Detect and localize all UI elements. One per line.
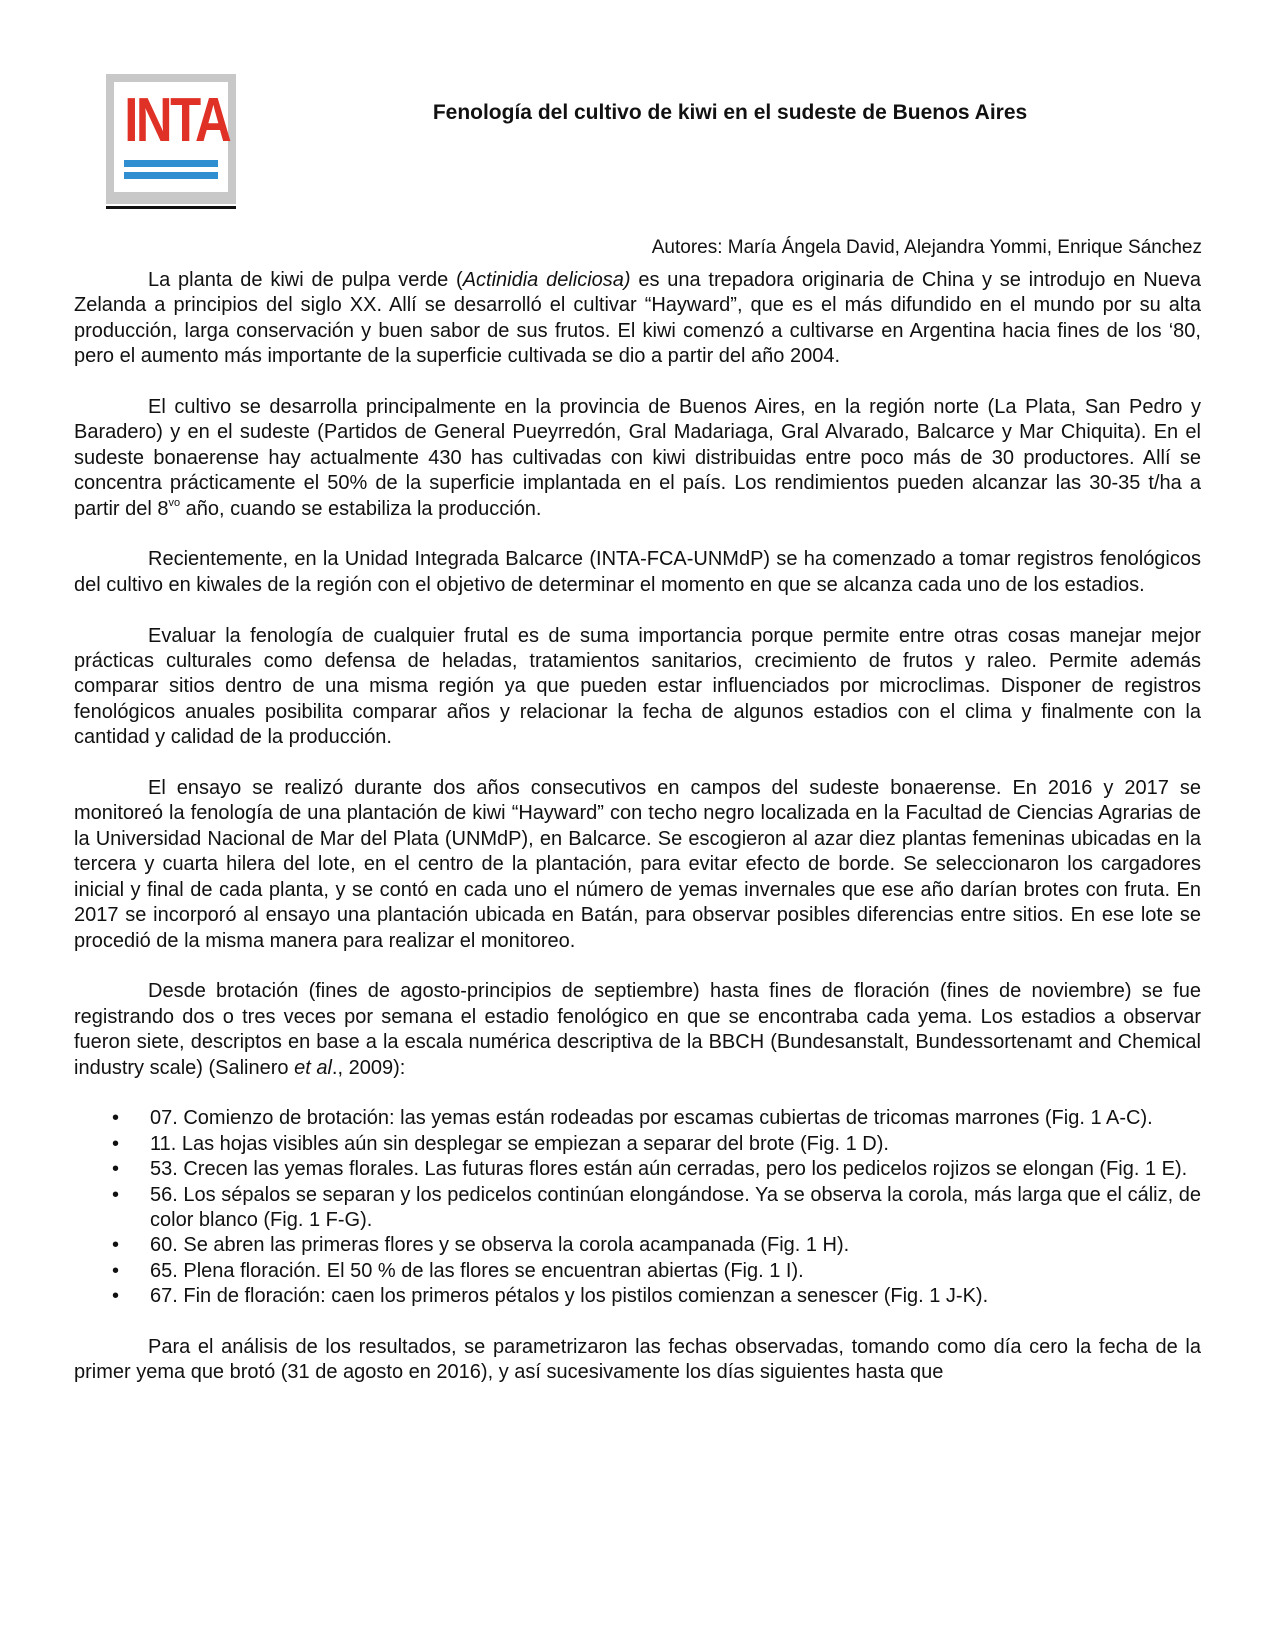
paragraph-importance: Evaluar la fenología de cualquier frutal es de suma importancia porque permite entre otras cosas manejar mejor prácticas culturales como defensa de heladas, tratamientos sanitarios, crecimiento de frutos y raleo. Permite además comparar sitios dentro de una misma región ya que pueden estar influenciados por microclimas. Disponer de registros fenológicos anuales posibilita comparar años y relacionar la fecha de algunos estadios con el clima y finalmente con la cantidad y calidad de la producción.	[74, 624, 1201, 749]
stage-text: 07. Comienzo de brotación: las yemas están rodeadas por escamas cubiertas de tricomas marrones (Fig. 1 A-C).	[150, 1107, 1153, 1130]
species-name: Actinidia deliciosa)	[462, 269, 631, 291]
authors-line: Autores: María Ángela David, Alejandra Yommi, Enrique Sánchez	[651, 237, 1202, 258]
bullet-icon: •	[112, 1158, 120, 1181]
paragraph-trial: El ensayo se realizó durante dos años consecutivos en campos del sudeste bonaerense. En 2016 y 2017 se monitoreó la fenología de una plantación de kiwi “Hayward” con techo negro localizada en la Facultad de Ciencias Agrarias de la Universidad Nacional de Mar del Plata (UNMdP), en Balcarce. Se escogieron al azar diez plantas femeninas ubicadas en la tercera y cuarta hilera del lote, en el centro de la plantación, para evitar efecto de borde. Se seleccionaron los cargadores inicial y final de cada planta, y se contó en cada uno el número de yemas invernales que ese año darían brotes con fruta. En 2017 se incorporó al ensayo una plantación ubicada en Batán, para observar posibles diferencias entre sitios. En ese lote se procedió de la misma manera para realizar el monitoreo.	[74, 777, 1201, 952]
paragraph-text: La planta de kiwi de pulpa verde (	[148, 269, 463, 291]
stages-list	[74, 1106, 1201, 1309]
bullet-icon: •	[112, 1107, 120, 1130]
stage-text: 65. Plena floración. El 50 % de las flores se encuentran abiertas (Fig. 1 I).	[150, 1259, 804, 1282]
logo-frame	[106, 74, 236, 204]
logo-underline	[106, 206, 236, 209]
ordinal-superscript: vo	[168, 496, 181, 509]
list-item	[74, 1157, 1201, 1182]
stage-text: 60. Se abren las primeras flores y se observa la corola acampanada (Fig. 1 H).	[150, 1234, 850, 1257]
logo-text: INTA	[124, 86, 230, 155]
bullet-icon: •	[112, 1132, 120, 1155]
stage-text: 53. Crecen las yemas florales. Las futuras flores están aún cerradas, pero los pedicelos rojizos se elongan (Fig. 1 E).	[150, 1158, 1188, 1181]
logo-stripe-bottom	[124, 172, 218, 179]
paragraph-records: Recientemente, en la Unidad Integrada Balcarce (INTA-FCA-UNMdP) se ha comenzado a tomar registros fenológicos del cultivo en kiwales de la región con el objetivo de determinar el momento en que se alcanza cada uno de los estadios.	[74, 548, 1201, 596]
document-body	[74, 268, 1201, 1411]
paragraph-text: es una trepadora originaria de China y se introdujo en Nueva Zelanda a principios del siglo XX. Allí se desarrolló el cultivar “Hayward”, que es el más difundido en el mundo por su alta producción, larga conservación y buen sabor de sus frutos. El kiwi comenzó a cultivarse en Argentina hacia fines de los ‘80, pero el aumento más importante de la superficie cultivada se dio a partir del año 2004.	[74, 269, 1202, 368]
inta-logo	[106, 74, 236, 209]
citation-etal: et al	[294, 1056, 332, 1079]
list-item	[74, 1132, 1201, 1157]
bullet-icon: •	[112, 1285, 120, 1308]
document-title: Fenología del cultivo de kiwi en el sudeste de Buenos Aires	[432, 101, 1028, 124]
paragraph-intro	[74, 268, 1201, 370]
list-item	[74, 1284, 1201, 1309]
logo-stripe-top	[124, 160, 218, 167]
list-item	[74, 1106, 1201, 1131]
paragraph-text: El cultivo se desarrolla principalmente en la provincia de Buenos Aires, en la región norte (La Plata, San Pedro y Baradero) y en el sudeste (Partidos de General Pueyrredón, Gral Madariaga, Gral Alvarado, Balcarce y Mar Chiquita). En el sudeste bonaerense hay actualmente 430 has cultivadas con kiwi distribuidas entre poco más de 30 productores. Allí se concentra prácticamente el 50% de la superficie implantada en el país. Los rendimientos pueden alcanzar las 30-35 t/ha a partir del 8	[74, 396, 1201, 520]
paragraph-text: ., 2009):	[331, 1056, 406, 1079]
paragraph-analysis: Para el análisis de los resultados, se parametrizaron las fechas observadas, tomando como día cero la fecha de la primer yema que brotó (31 de agosto en 2016), y así sucesivamente los días siguientes hasta que	[74, 1335, 1201, 1384]
list-item	[74, 1259, 1201, 1284]
stage-text: 11. Las hojas visibles aún sin desplegar se empiezan a separar del brote (Fig. 1 D).	[150, 1132, 889, 1155]
paragraph-text: año, cuando se estabiliza la producción.	[180, 497, 542, 520]
paragraph-text: Desde brotación (fines de agosto-principios de septiembre) hasta fines de floración (fines de noviembre) se fue registrando dos o tres veces por semana el estadio fenológico en que se encontraba cada yema. Los estadios a observar fueron siete, descriptos en base a la escala numérica descriptiva de la BBCH (Bundesanstalt, Bundessortenamt and Chemical industry scale) (Salinero	[74, 980, 1201, 1079]
list-item	[74, 1233, 1201, 1258]
list-item	[74, 1183, 1201, 1234]
bullet-icon: •	[112, 1234, 120, 1257]
logo-panel	[114, 82, 228, 192]
bullet-icon: •	[112, 1259, 120, 1282]
paragraph-stages-intro	[74, 979, 1201, 1081]
paragraph-cultivation	[74, 395, 1201, 522]
stage-text: 67. Fin de floración: caen los primeros pétalos y los pistilos comienzan a senescer (Fig. 1 J-K).	[150, 1285, 989, 1308]
bullet-icon: •	[112, 1183, 120, 1206]
stage-text: 56. Los sépalos se separan y los pedicelos continúan elongándose. Ya se observa la corola, más larga que el cáliz, de color blanco (Fig. 1 F-G).	[150, 1183, 1201, 1231]
